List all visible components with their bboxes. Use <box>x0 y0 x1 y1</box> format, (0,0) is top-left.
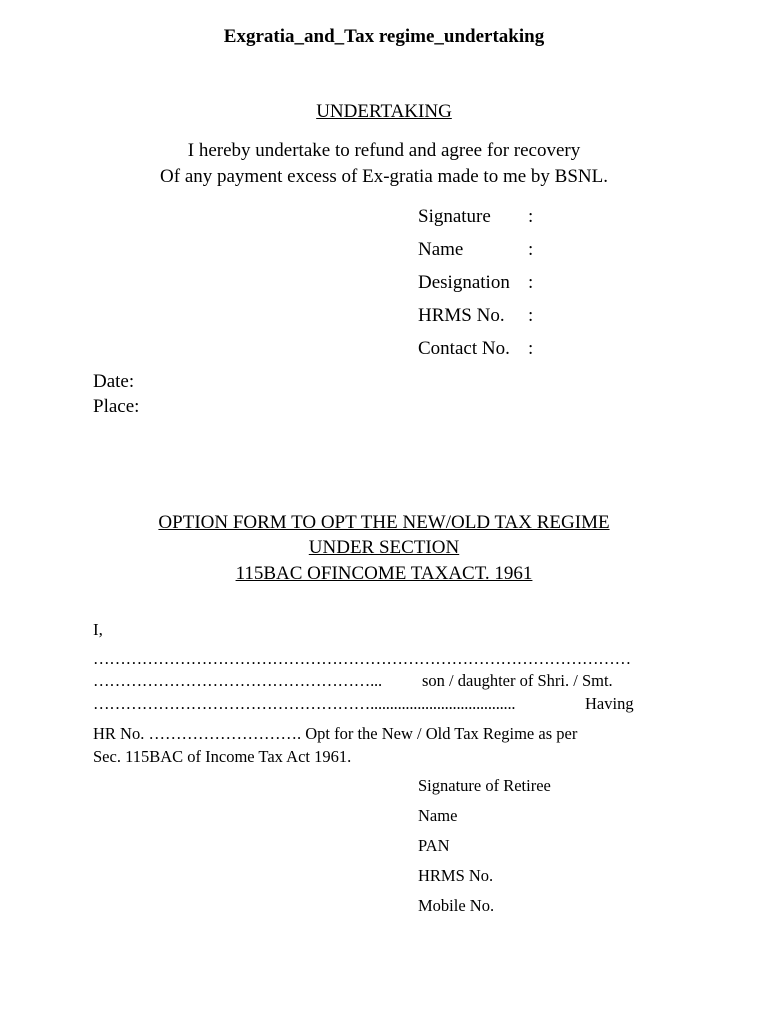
option-form-heading-1: OPTION FORM TO OPT THE NEW/OLD TAX REGIME <box>158 512 610 533</box>
having-text: Having <box>585 694 634 713</box>
retiree-signature-label: Signature of Retiree <box>418 776 551 795</box>
retiree-name-label: Name <box>418 806 458 825</box>
hrms-colon: : <box>528 305 534 326</box>
option-form-heading-2: UNDER SECTION <box>308 537 460 558</box>
hrms-label: HRMS No. <box>418 305 505 326</box>
contact-colon: : <box>528 338 534 359</box>
retiree-mobile-label: Mobile No. <box>418 896 495 915</box>
document-title: Exgratia_and_Tax regime_undertaking <box>223 26 545 47</box>
intro-text: I, <box>93 620 103 639</box>
son-daughter-text: son / daughter of Shri. / Smt. <box>422 671 613 690</box>
option-form-heading-3: 115BAC OFINCOME TAXACT. 1961 <box>235 563 533 584</box>
signature-colon: : <box>528 206 534 227</box>
section-line: Sec. 115BAC of Income Tax Act 1961. <box>93 747 352 766</box>
contact-label: Contact No. <box>418 338 510 359</box>
hr-no-line: HR No. ………………………. Opt for the New / Old Tax Regime as per <box>93 724 578 743</box>
retiree-pan-label: PAN <box>418 836 450 855</box>
designation-label: Designation <box>418 272 510 293</box>
dotted-line-3: ……………………………………………..................................... <box>93 694 516 713</box>
signature-label: Signature <box>418 206 491 227</box>
designation-colon: : <box>528 272 534 293</box>
retiree-hrms-label: HRMS No. <box>418 866 494 885</box>
name-label: Name <box>418 239 464 260</box>
undertaking-heading: UNDERTAKING <box>316 101 452 122</box>
place-label: Place: <box>93 396 140 417</box>
date-label: Date: <box>93 371 135 392</box>
undertaking-line-1: I hereby undertake to refund and agree for recovery <box>187 140 581 161</box>
name-colon: : <box>528 239 534 260</box>
dotted-line-1: ……………………………………………………………………………………… <box>93 649 631 668</box>
dotted-line-2: ……………………………………………... <box>93 671 382 690</box>
undertaking-line-2: Of any payment excess of Ex-gratia made to me by BSNL. <box>160 166 608 187</box>
